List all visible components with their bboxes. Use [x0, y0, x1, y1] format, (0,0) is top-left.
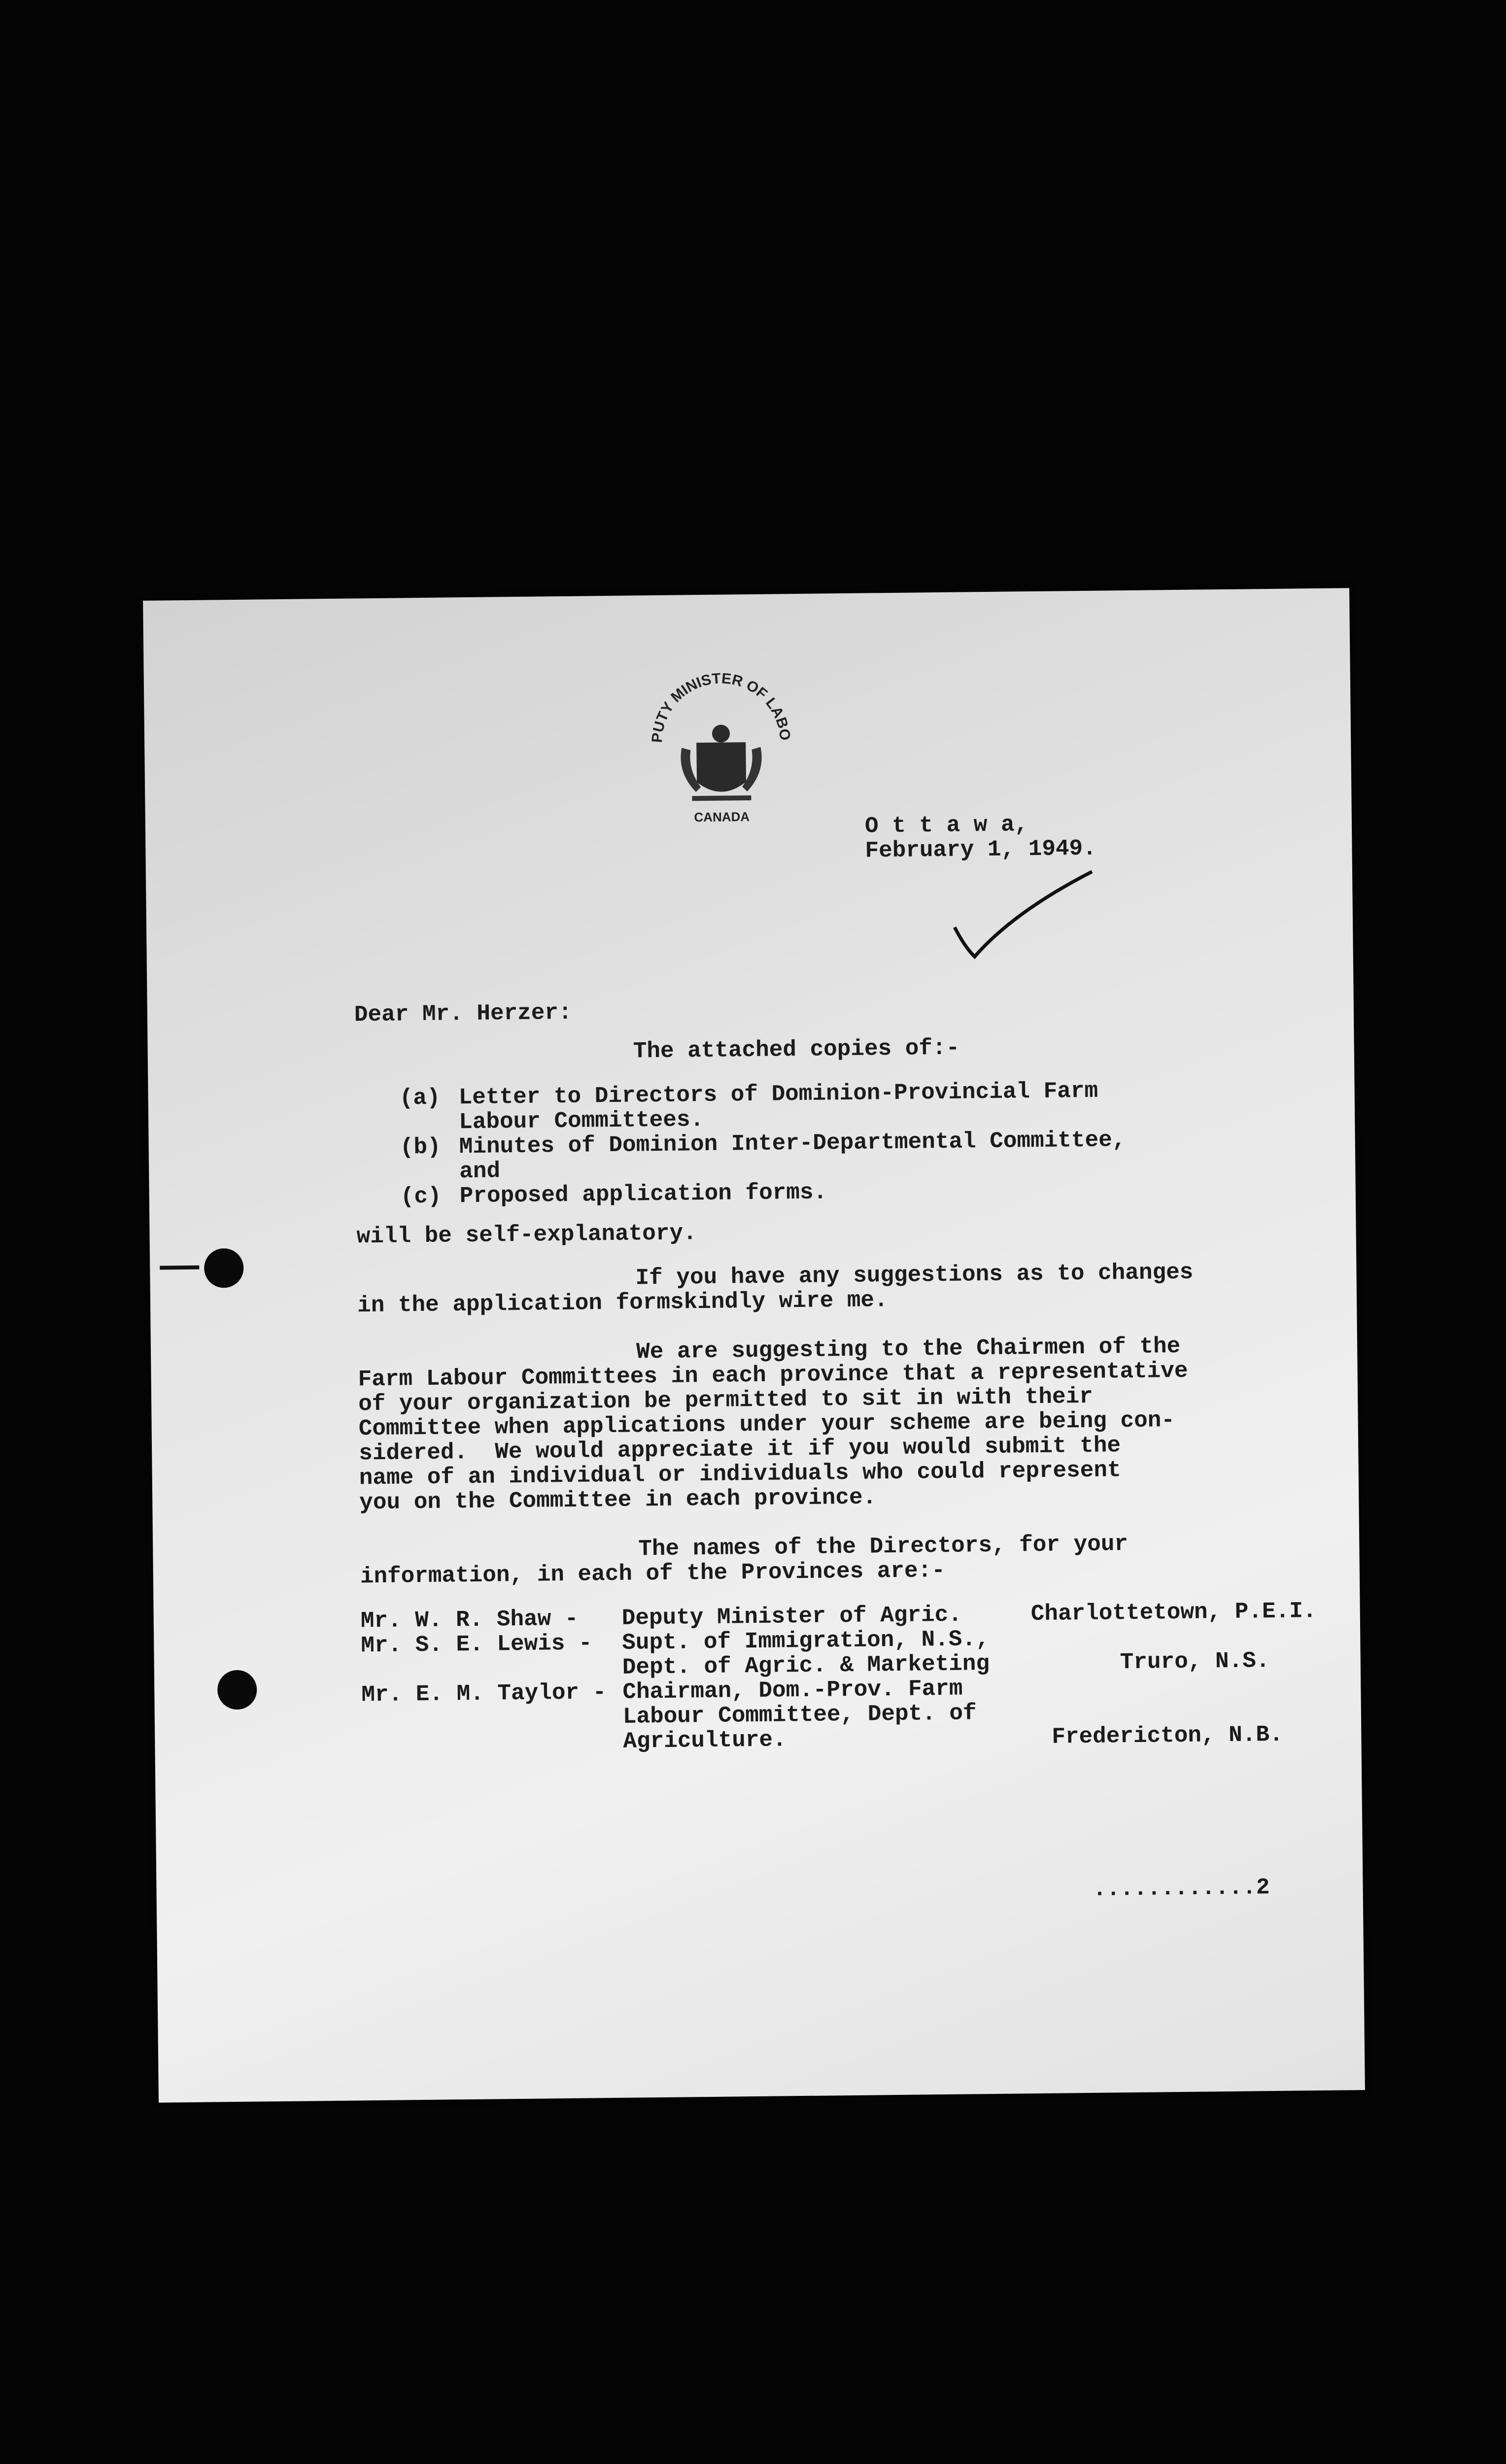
director-title: Dept. of Agric. & Marketing — [622, 1651, 990, 1680]
item-a-line: Labour Committees. — [458, 1107, 704, 1135]
page-continuation: ............2 — [1093, 1875, 1270, 1902]
item-a-marker: (a) — [399, 1085, 441, 1111]
punch-hole — [217, 1670, 257, 1710]
paragraph-line: name of an individual or individuals who could represent — [359, 1457, 1121, 1491]
check-mark — [944, 852, 1103, 982]
director-name: Mr. S. E. Lewis - — [361, 1630, 592, 1659]
paragraph-line: Committee when applications under your scheme are being con- — [358, 1407, 1175, 1442]
salutation: Dear Mr. Herzer: — [354, 999, 572, 1028]
item-b-line: and — [459, 1158, 501, 1185]
intro-line: The attached copies of:- — [633, 1035, 960, 1064]
director-location: Charlottetown, P.E.I. — [1030, 1598, 1317, 1627]
svg-text:DEPUTY MINISTER OF LABOUR: DEPUTY MINISTER OF LABOUR — [649, 670, 793, 744]
paragraph-line: sidered. We would appreciate it if you would submit the — [358, 1433, 1121, 1467]
paragraph-line: information, in each of the Provinces are:- — [360, 1557, 946, 1590]
coat-of-arms-seal — [642, 668, 801, 827]
director-location: Truro, N.S. — [1120, 1648, 1270, 1676]
director-title: Agriculture. — [623, 1727, 787, 1754]
director-title: Labour Committee, Dept. of — [622, 1700, 977, 1730]
dateline-date: February 1, 1949. — [865, 835, 1097, 864]
paragraph-line: Farm Labour Committees in each province that a representative — [358, 1358, 1188, 1393]
paragraph-line: If you have any suggestions as to changes — [635, 1259, 1194, 1291]
item-b-line: Minutes of Dominion Inter-Departmental Committee, — [459, 1127, 1126, 1160]
director-name: Mr. W. R. Shaw - — [360, 1606, 579, 1634]
punch-hole — [204, 1248, 244, 1288]
self-explanatory-line: will be self-explanatory. — [356, 1220, 697, 1250]
director-location: Fredericton, N.B. — [1052, 1721, 1283, 1750]
director-title: Deputy Minister of Agric. — [621, 1602, 962, 1631]
director-title: Supt. of Immigration, N.S., — [622, 1626, 990, 1656]
director-name: Mr. E. M. Taylor - — [361, 1679, 607, 1708]
svg-text:CANADA: CANADA — [694, 809, 750, 825]
item-a-line: Letter to Directors of Dominion-Provincial Farm — [458, 1078, 1098, 1111]
paragraph-line: of your organization be permitted to sit in with their — [358, 1383, 1094, 1417]
paragraph-line: in the application formskindly wire me. — [357, 1287, 888, 1319]
dateline-city: O t t a w a, — [864, 812, 1028, 839]
director-title: Chairman, Dom.-Prov. Farm — [622, 1676, 963, 1705]
item-c-marker: (c) — [400, 1183, 442, 1210]
item-b-marker: (b) — [400, 1134, 441, 1161]
letter-page — [143, 588, 1365, 2102]
paragraph-line: The names of the Directors, for your — [638, 1531, 1129, 1562]
paragraph-line: We are suggesting to the Chairmen of the — [636, 1333, 1181, 1365]
margin-mark — [160, 1266, 199, 1270]
paragraph-line: you on the Committee in each province. — [359, 1484, 877, 1516]
item-c-line: Proposed application forms. — [459, 1179, 827, 1209]
